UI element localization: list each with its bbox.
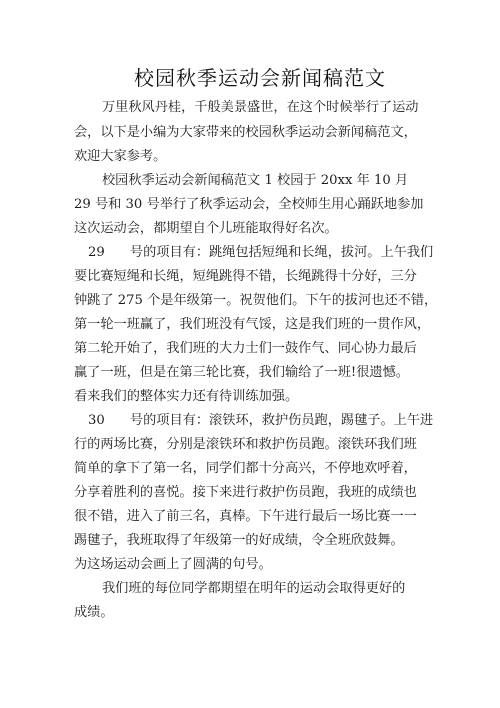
body-line: 第二轮开始了，我们班的大力士们一鼓作气、同心协力最后 (74, 341, 417, 356)
body-line: 踢毽子，我班取得了年级第一的好成绩，令全班欣鼓舞。 (74, 533, 404, 548)
body-line: 行的两场比赛，分别是滚铁环和救护伤员跑。滚铁环我们班 (74, 437, 417, 452)
body-line: 校园秋季运动会新闻稿范文 1 校园于 20xx 年 10 月 (102, 173, 409, 188)
body-line: 分享着胜利的喜悦。接下来进行救护伤员跑，我班的成绩也 (74, 485, 417, 500)
body-line: 30 号的项目有：滚铁环，救护伤员跑，踢毽子。上午进 (88, 413, 434, 428)
body-line: 赢了一班，但是在第三轮比赛，我们输给了一班!很遗憾。 (74, 365, 409, 380)
body-line: 这次运动会，都期望自个儿班能取得好名次。 (74, 221, 338, 236)
body-line: 成绩。 (74, 605, 114, 620)
document-title: 校园秋季运动会新闻稿范文 (134, 66, 386, 90)
body-line: 看来我们的整体实力还有待训练加强。 (74, 389, 299, 404)
body-line: 钟跳了 275 个是年级第一。祝贺他们。下午的拔河也还不错， (74, 293, 438, 308)
body-line: 欢迎大家参考。 (74, 149, 167, 164)
body-line: 29 号的项目有：跳绳包括短绳和长绳，拔河。上午我们 (88, 245, 434, 260)
body-line: 万里秋风丹桂，千般美景盛世，在这个时候举行了运动 (102, 100, 419, 115)
body-line: 简单的拿下了第一名，同学们都十分高兴，不停地欢呼着， (74, 461, 417, 476)
body-line: 会，以下是小编为大家带来的校园秋季运动会新闻稿范文， (74, 125, 417, 140)
body-line: 为这场运动会画上了圆满的句号。 (74, 557, 272, 572)
body-line: 29 号和 30 号举行了秋季运动会，全校师生用心踊跃地参加 (74, 197, 424, 212)
body-line: 很不错，进入了前三名，真棒。下午进行最后一场比赛一一 (74, 509, 417, 524)
body-line: 要比赛短绳和长绳，短绳跳得不错，长绳跳得十分好，三分 (74, 269, 417, 284)
body-line: 第一轮一班赢了，我们班没有气馁，这是我们班的一贯作风， (74, 317, 431, 332)
body-line: 我们班的每位同学都期望在明年的运动会取得更好的 (102, 581, 406, 596)
